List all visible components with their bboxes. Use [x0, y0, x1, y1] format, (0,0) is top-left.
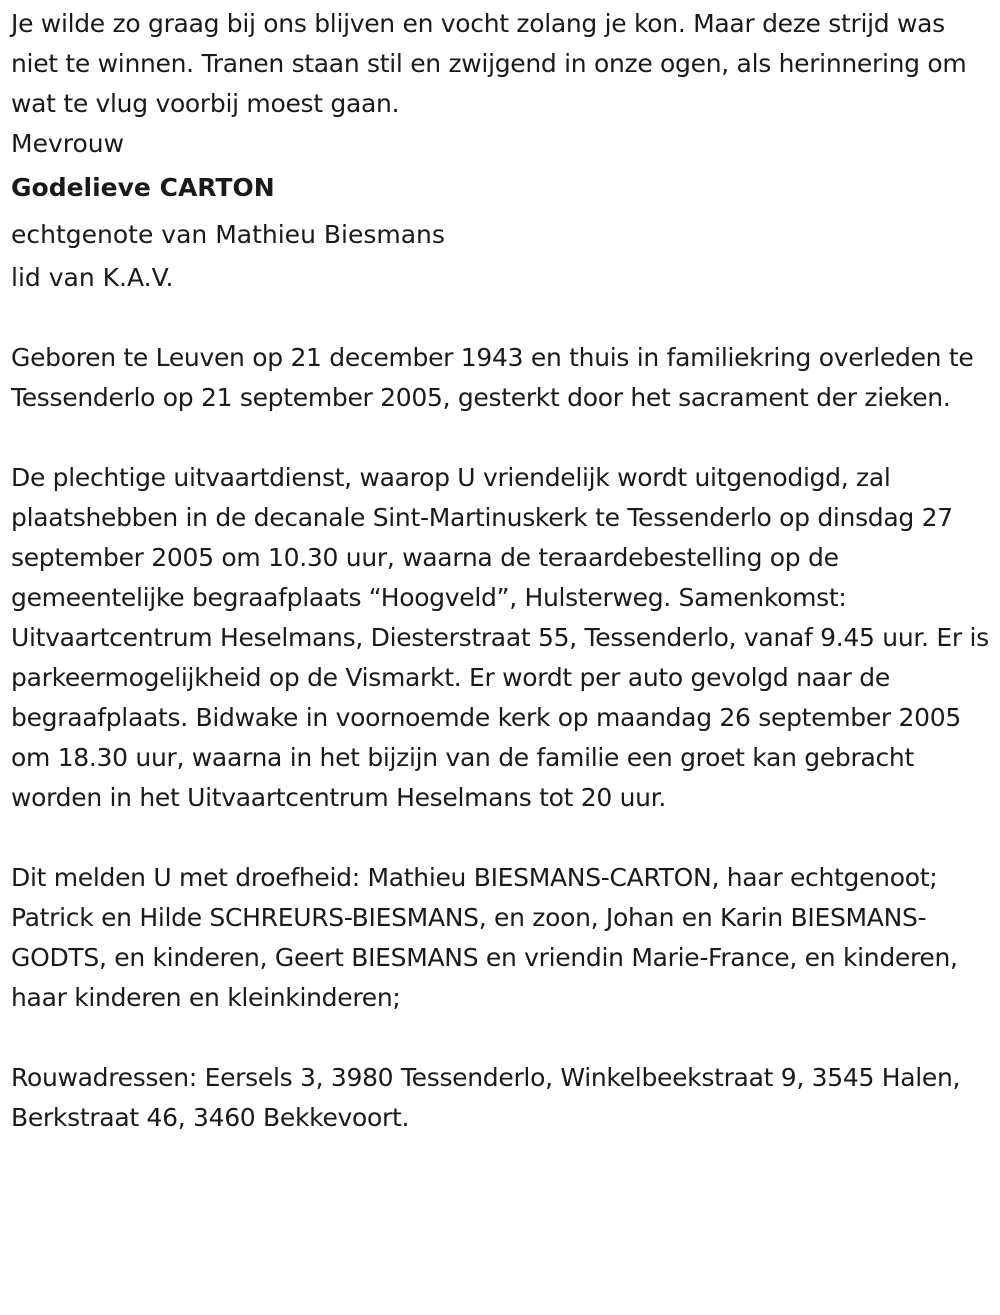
- announcement-paragraph: Dit melden U met droefheid: Mathieu BIESMANS-CARTON, haar echtgenoot; Patrick en Hilde SCHREURS-BIESMANS, en zoon, Johan en Karin BIESMANS-GODTS, en kinderen, Geert BIESMANS en vriendin Marie-France, en kinderen, haar kinderen en kleinkinderen;: [11, 863, 958, 1012]
- obituary-document: [11, 4, 996, 1138]
- spouse-line: echtgenote van Mathieu Biesmans: [11, 220, 445, 249]
- salutation: Mevrouw: [11, 129, 125, 158]
- deceased-name: Godelieve CARTON: [11, 173, 275, 202]
- intro-paragraph: Je wilde zo graag bij ons blijven en vocht zolang je kon. Maar deze strijd was niet te winnen. Tranen staan stil en zwijgend in onze ogen, als herinnering om wat te vlug voorbij moest gaan.: [11, 9, 967, 118]
- birth-death-paragraph: Geboren te Leuven op 21 december 1943 en thuis in familiekring overleden te Tessenderlo op 21 september 2005, gesterkt door het sacrament der zieken.: [11, 343, 974, 412]
- membership-line: lid van K.A.V.: [11, 263, 174, 292]
- funeral-paragraph: De plechtige uitvaartdienst, waarop U vriendelijk wordt uitgenodigd, zal plaatshebben in de decanale Sint-Martinuskerk te Tessenderlo op dinsdag 27 september 2005 om 10.30 uur, waarna de teraardebestelling op de gemeentelijke begraafplaats “Hoogveld”, Hulsterweg. Samenkomst: Uitvaartcentrum Heselmans, Diesterstraat 55, Tessenderlo, vanaf 9.45 uur. Er is parkeermogelijkheid op de Vismarkt. Er wordt per auto gevolgd naar de begraafplaats. Bidwake in voornoemde kerk op maandag 26 september 2005 om 18.30 uur, waarna in het bijzijn van de familie een groet kan gebracht worden in het Uitvaartcentrum Heselmans tot 20 uur.: [11, 463, 989, 812]
- addresses-paragraph: Rouwadressen: Eersels 3, 3980 Tessenderlo, Winkelbeekstraat 9, 3545 Halen, Berkstraat 46, 3460 Bekkevoort.: [11, 1063, 961, 1132]
